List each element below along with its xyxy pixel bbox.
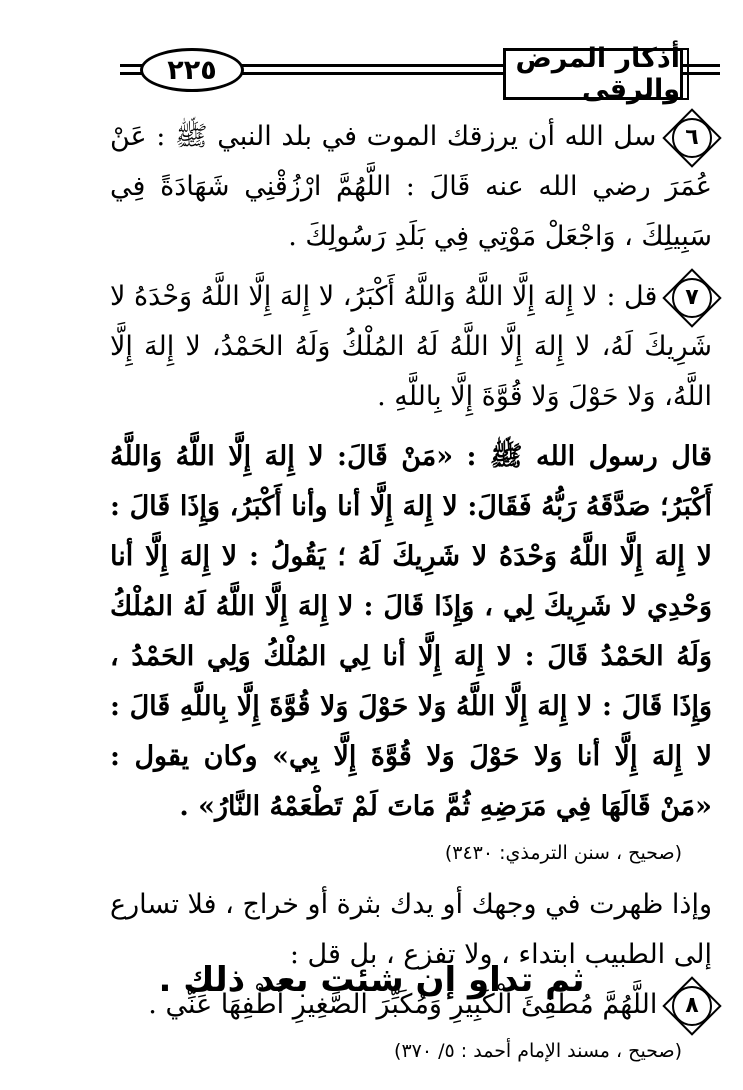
hadith-text: قال رسول الله ﷺ : «مَنْ قَالَ: لا إِلهَ إِلَّا اللَّهُ وَاللَّهُ أَكْبَرُ؛ صَدَّقَهُ رَبُّهُ فَقَالَ: لا إِلهَ إِلَّا أنا وأنا أَكْبَرُ، وَإِذَا قَالَ : لا إِلهَ إِلَّا اللَّهُ وَحْدَهُ لا شَرِيكَ لَهُ ؛ يَقُولُ : لا إِلهَ إِلَّا أنا وَحْدِي لا شَرِيكَ لِي ، وَإِذَا قَالَ : لا إِلهَ إِلَّا اللَّهُ لَهُ المُلْكُ وَلَهُ الحَمْدُ قَالَ : لا إِلهَ إِلَّا أنا لِي المُلْكُ وَلِي الحَمْدُ ، وَإِذَا قَالَ : لا إِلهَ إِلَّا اللَّهُ وَلا حَوْلَ وَلا قُوَّةَ إِلَّا بِاللَّهِ قَالَ : لا إِلهَ إِلَّا أنا وَلا حَوْلَ وَلا قُوَّةَ إِلَّا بِي» وكان يقول : «مَنْ قَالَهَا فِي مَرَضِهِ ثُمَّ مَاتَ لَمْ تَطْعَمْهُ النَّارُ» . [110,441,712,822]
item-number-badge [672,118,712,158]
item-7 [110,272,712,422]
closing-line: ثم تداو إن شئت بعد ذلك . [158,960,585,1000]
book-title: أذكار المرض والرقى [515,43,680,105]
item-8-source: (صحيح ، مسند الإمام أحمد : ٥/ ٣٧٠) [394,1040,682,1062]
hadith-source: (صحيح ، سنن الترمذي: ٣٤٣٠) [444,842,682,864]
item-number: ٦ [682,125,701,150]
item-number: ٧ [682,285,701,310]
item-number-badge [672,278,712,318]
item-6 [110,112,712,262]
page-number-text: ٢٢٥ [167,54,217,86]
book-title-box [503,43,683,105]
page-content [110,112,712,1078]
item-number: ٨ [682,993,701,1018]
item-7-text: قل : لا إِلهَ إِلَّا اللَّهُ وَاللَّهُ أَكْبَرُ، لا إِلهَ إِلَّا اللَّهُ وَحْدَهُ لا شَرِيكَ لَهُ، لا إِلهَ إِلَّا اللَّهُ لَهُ المُلْكُ وَلَهُ الحَمْدُ، لا إِلهَ إِلَّا اللَّهُ، وَلا حَوْلَ وَلا قُوَّةَ إِلَّا بِاللَّهِ . [110,281,712,412]
page-header [0,0,743,120]
item-6-text: سل الله أن يرزقك الموت في بلد النبي ﷺ : عَنْ عُمَرَ رضي الله عنه قَالَ : اللَّهُمَّ ارْزُقْنِي شَهَادَةً فِي سَبِيلِكَ ، وَاجْعَلْ مَوْتِي فِي بَلَدِ رَسُولِكَ . [110,121,712,252]
advice-text: وإذا ظهرت في وجهك أو يدك بثرة أو خراج ، فلا تسارع إلى الطبيب ابتداء ، ولا تفزع ، بل قل : [109,889,712,970]
item-8-text: اللَّهُمَّ مُطْفِئَ الْكَبِيرِ وَمُكَبِّرَ الصَّغِيرِ أَطْفِهَا عَنِّي . [148,989,658,1020]
page-number [140,48,244,92]
